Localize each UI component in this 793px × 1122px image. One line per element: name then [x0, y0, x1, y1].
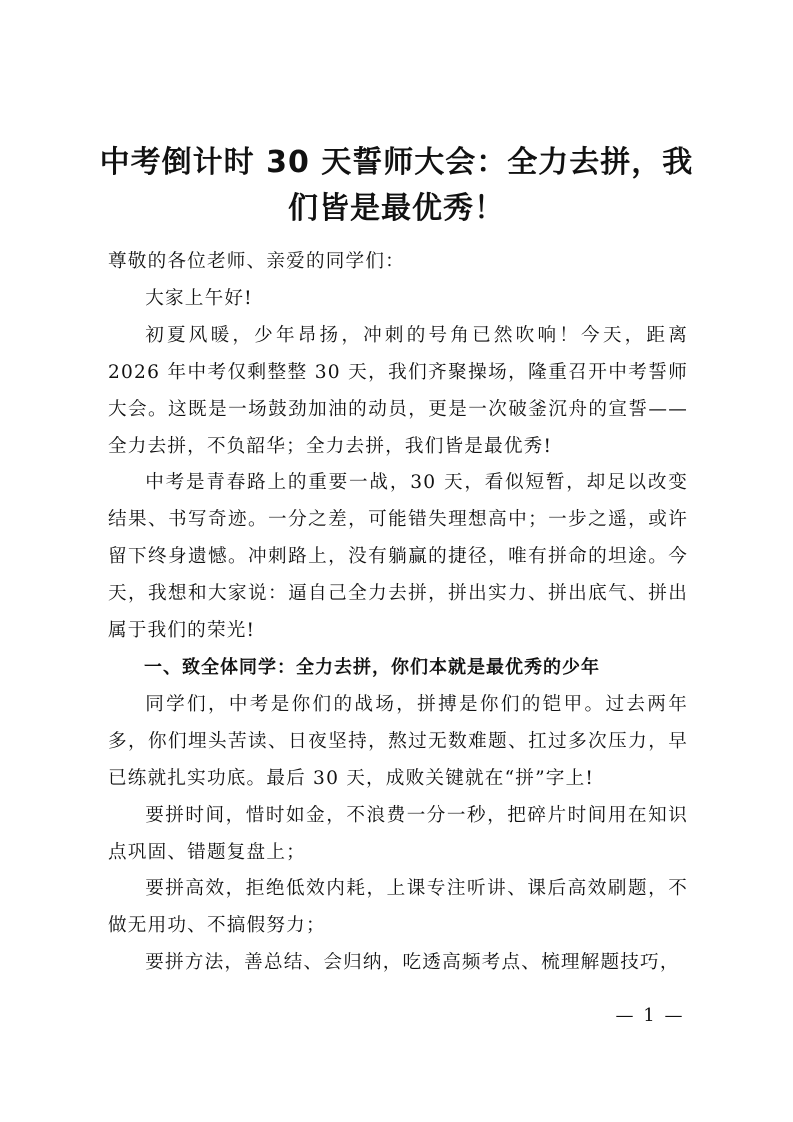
body-paragraph: 要拼方法，善总结、会归纳，吃透高频考点、梳理解题技巧， — [145, 952, 680, 974]
body-paragraph: 同学们，中考是你们的战场，拼搏是你们的铠甲。过去两年多，你们埋头苦读、日夜坚持，熬过无数难题、扛过多次压力，早已练就扎实功底。最后 30 天，成败关键就在“拼”字上! — [108, 693, 688, 789]
body-paragraph: 要拼高效，拒绝低效内耗，上课专注听讲、课后高效刷题，不做无用功、不搞假努力； — [108, 878, 688, 937]
title-line-2: 们皆是最优秀！ — [288, 191, 505, 226]
salutation: 尊敬的各位老师、亲爱的同学们： — [108, 251, 405, 272]
document-title — [96, 140, 697, 232]
title-line-1: 中考倒计时 30 天誓师大会：全力去拼，我 — [99, 145, 694, 180]
document-body — [108, 244, 688, 982]
body-paragraph: 初夏风暖，少年昂扬，冲刺的号角已然吹响！今天，距离2026 年中考仅剩整整 30 天，我们齐聚操场，隆重召开中考誓师大会。这既是一场鼓劲加油的动员，更是一次破釜沉舟的宣誓——全力去拼，不负韶华；全力去拼，我们皆是最优秀! — [108, 324, 688, 457]
body-paragraph: 中考是青春路上的重要一战，30 天，看似短暂，却足以改变结果、书写奇迹。一分之差，可能错失理想高中；一步之遥，或许留下终身遗憾。冲刺路上，没有躺赢的捷径，唯有拼命的坦途。今天，我想和大家说：逼自己全力去拼，拼出实力、拼出底气、拼出属于我们的荣光! — [108, 472, 688, 642]
greeting-paragraph: 大家上午好! — [145, 287, 253, 309]
section-heading: 一、致全体同学：全力去拼，你们本就是最优秀的少年 — [144, 656, 600, 678]
body-paragraph: 要拼时间，惜时如金，不浪费一分一秒，把碎片时间用在知识点巩固、错题复盘上； — [108, 804, 688, 863]
page-number: — 1 — — [615, 1005, 685, 1026]
